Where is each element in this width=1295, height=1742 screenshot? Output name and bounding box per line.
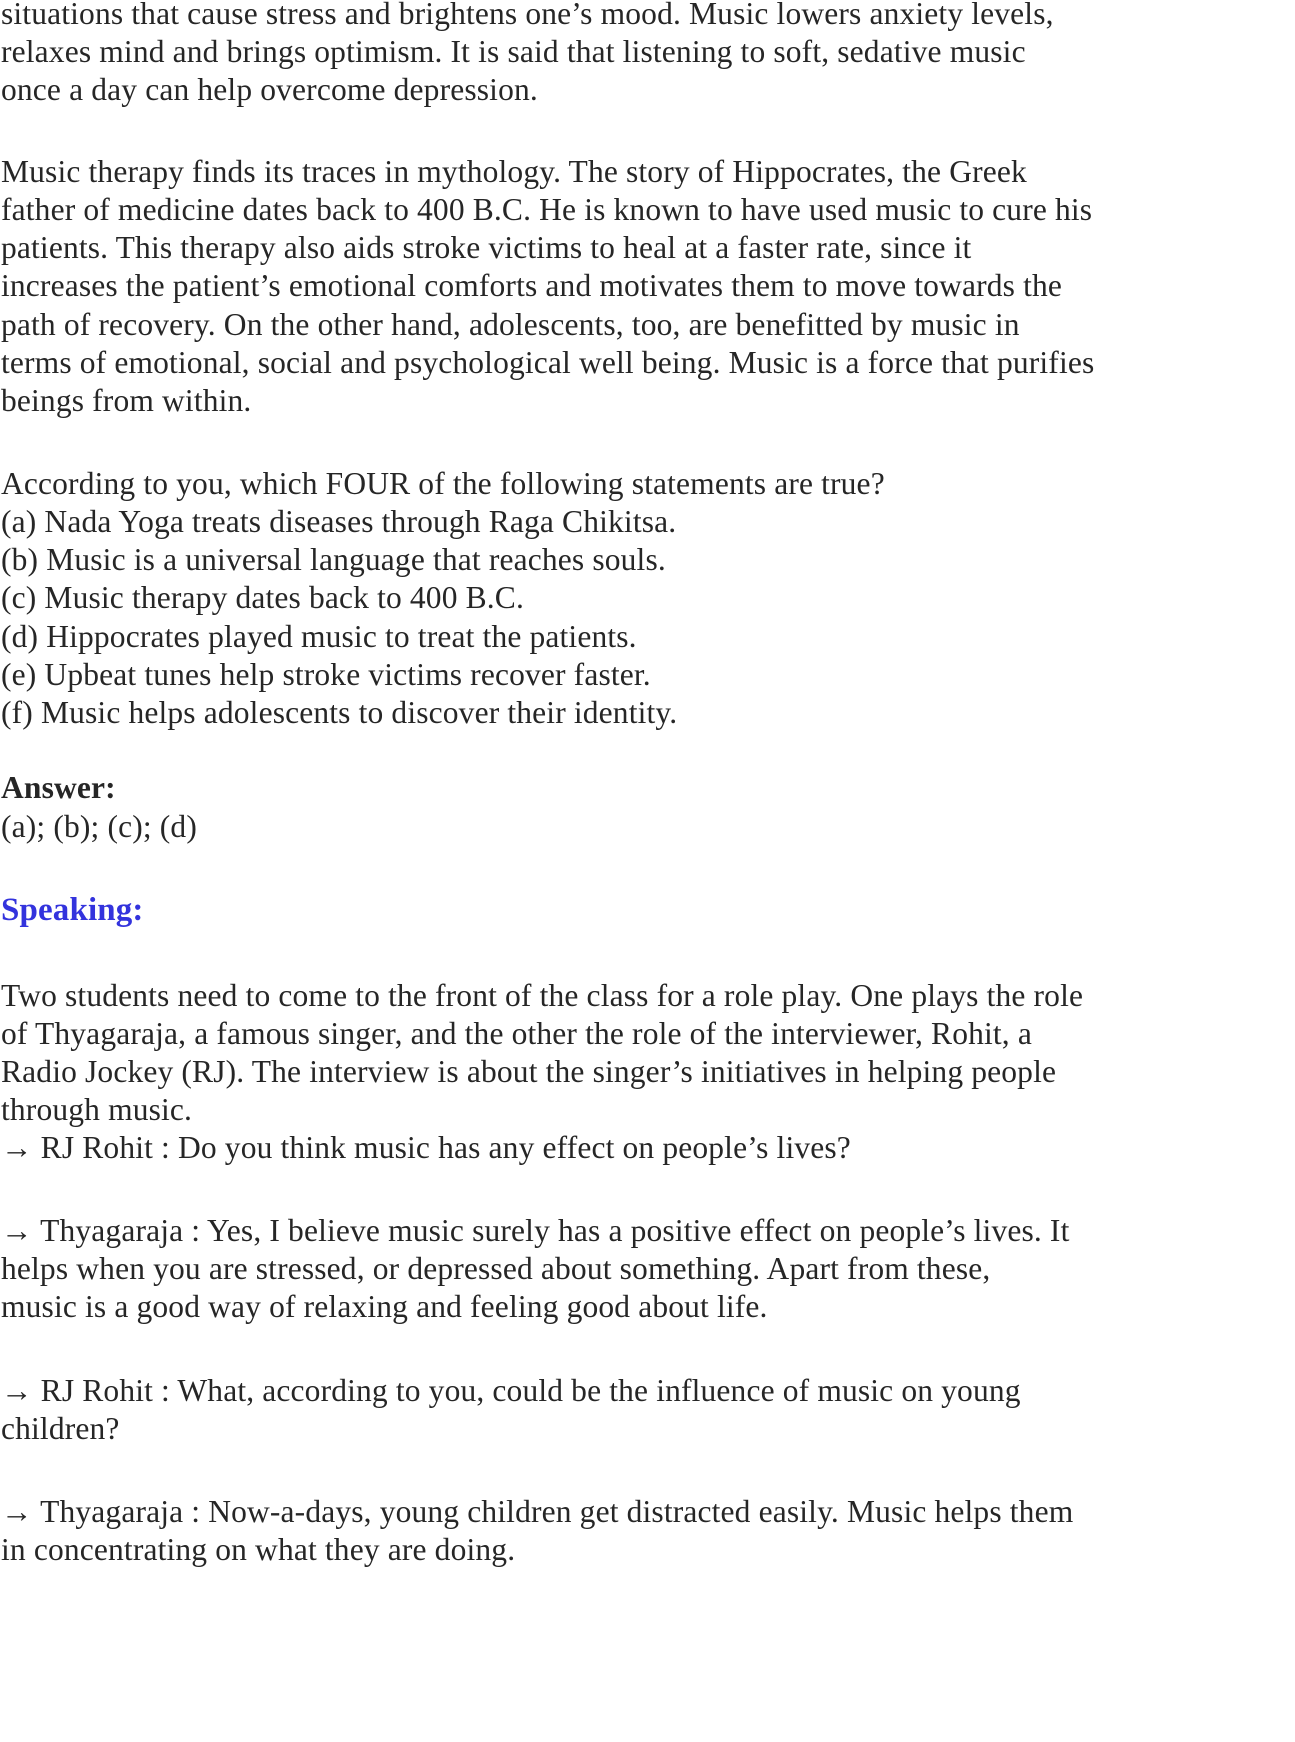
text-line: music is a good way of relaxing and feeling good about life. <box>1 1289 768 1324</box>
option-d: (d) Hippocrates played music to treat the patients. <box>1 619 637 654</box>
answer-value: (a); (b); (c); (d) <box>1 809 197 844</box>
text-line: → RJ Rohit : What, according to you, could be the influence of music on young <box>1 1373 1021 1408</box>
text-line: path of recovery. On the other hand, adolescents, too, are benefitted by music in <box>1 307 1020 342</box>
option-a: (a) Nada Yoga treats diseases through Raga Chikitsa. <box>1 504 677 539</box>
text-line: terms of emotional, social and psychological well being. Music is a force that purifies <box>1 345 1095 380</box>
text-line: through music. <box>1 1092 193 1127</box>
text-line: once a day can help overcome depression. <box>1 72 538 107</box>
option-b: (b) Music is a universal language that reaches souls. <box>1 542 666 577</box>
text-line: patients. This therapy also aids stroke victims to heal at a faster rate, since it <box>1 230 972 265</box>
text-line: increases the patient’s emotional comforts and motivates them to move towards the <box>1 268 1063 303</box>
option-c: (c) Music therapy dates back to 400 B.C. <box>1 580 524 615</box>
text-line: in concentrating on what they are doing. <box>1 1532 516 1567</box>
text-line: children? <box>1 1411 120 1446</box>
answer-label: Answer: <box>1 770 116 805</box>
option-f: (f) Music helps adolescents to discover their identity. <box>1 695 678 730</box>
text-line: → RJ Rohit : Do you think music has any effect on people’s lives? <box>1 1130 851 1165</box>
option-e: (e) Upbeat tunes help stroke victims recover faster. <box>1 657 651 692</box>
speaking-heading: Speaking: <box>1 892 144 928</box>
text-line: situations that cause stress and brightens one’s mood. Music lowers anxiety levels, <box>1 0 1054 31</box>
text-line: → Thyagaraja : Now-a-days, young children get distracted easily. Music helps them <box>1 1494 1074 1529</box>
text-line: helps when you are stressed, or depressed about something. Apart from these, <box>1 1251 991 1286</box>
text-line: → Thyagaraja : Yes, I believe music surely has a positive effect on people’s lives. It <box>1 1213 1070 1248</box>
text-line: Music therapy finds its traces in mythology. The story of Hippocrates, the Greek <box>1 154 1027 189</box>
text-line: father of medicine dates back to 400 B.C. He is known to have used music to cure his <box>1 192 1093 227</box>
text-line: Radio Jockey (RJ). The interview is about the singer’s initiatives in helping people <box>1 1054 1057 1089</box>
text-line: beings from within. <box>1 383 252 418</box>
text-line: relaxes mind and brings optimism. It is said that listening to soft, sedative music <box>1 34 1026 69</box>
text-line: of Thyagaraja, a famous singer, and the other the role of the interviewer, Rohit, a <box>1 1016 1032 1051</box>
question-prompt: According to you, which FOUR of the following statements are true? <box>1 466 885 501</box>
text-line: Two students need to come to the front of the class for a role play. One plays the role <box>1 978 1084 1013</box>
